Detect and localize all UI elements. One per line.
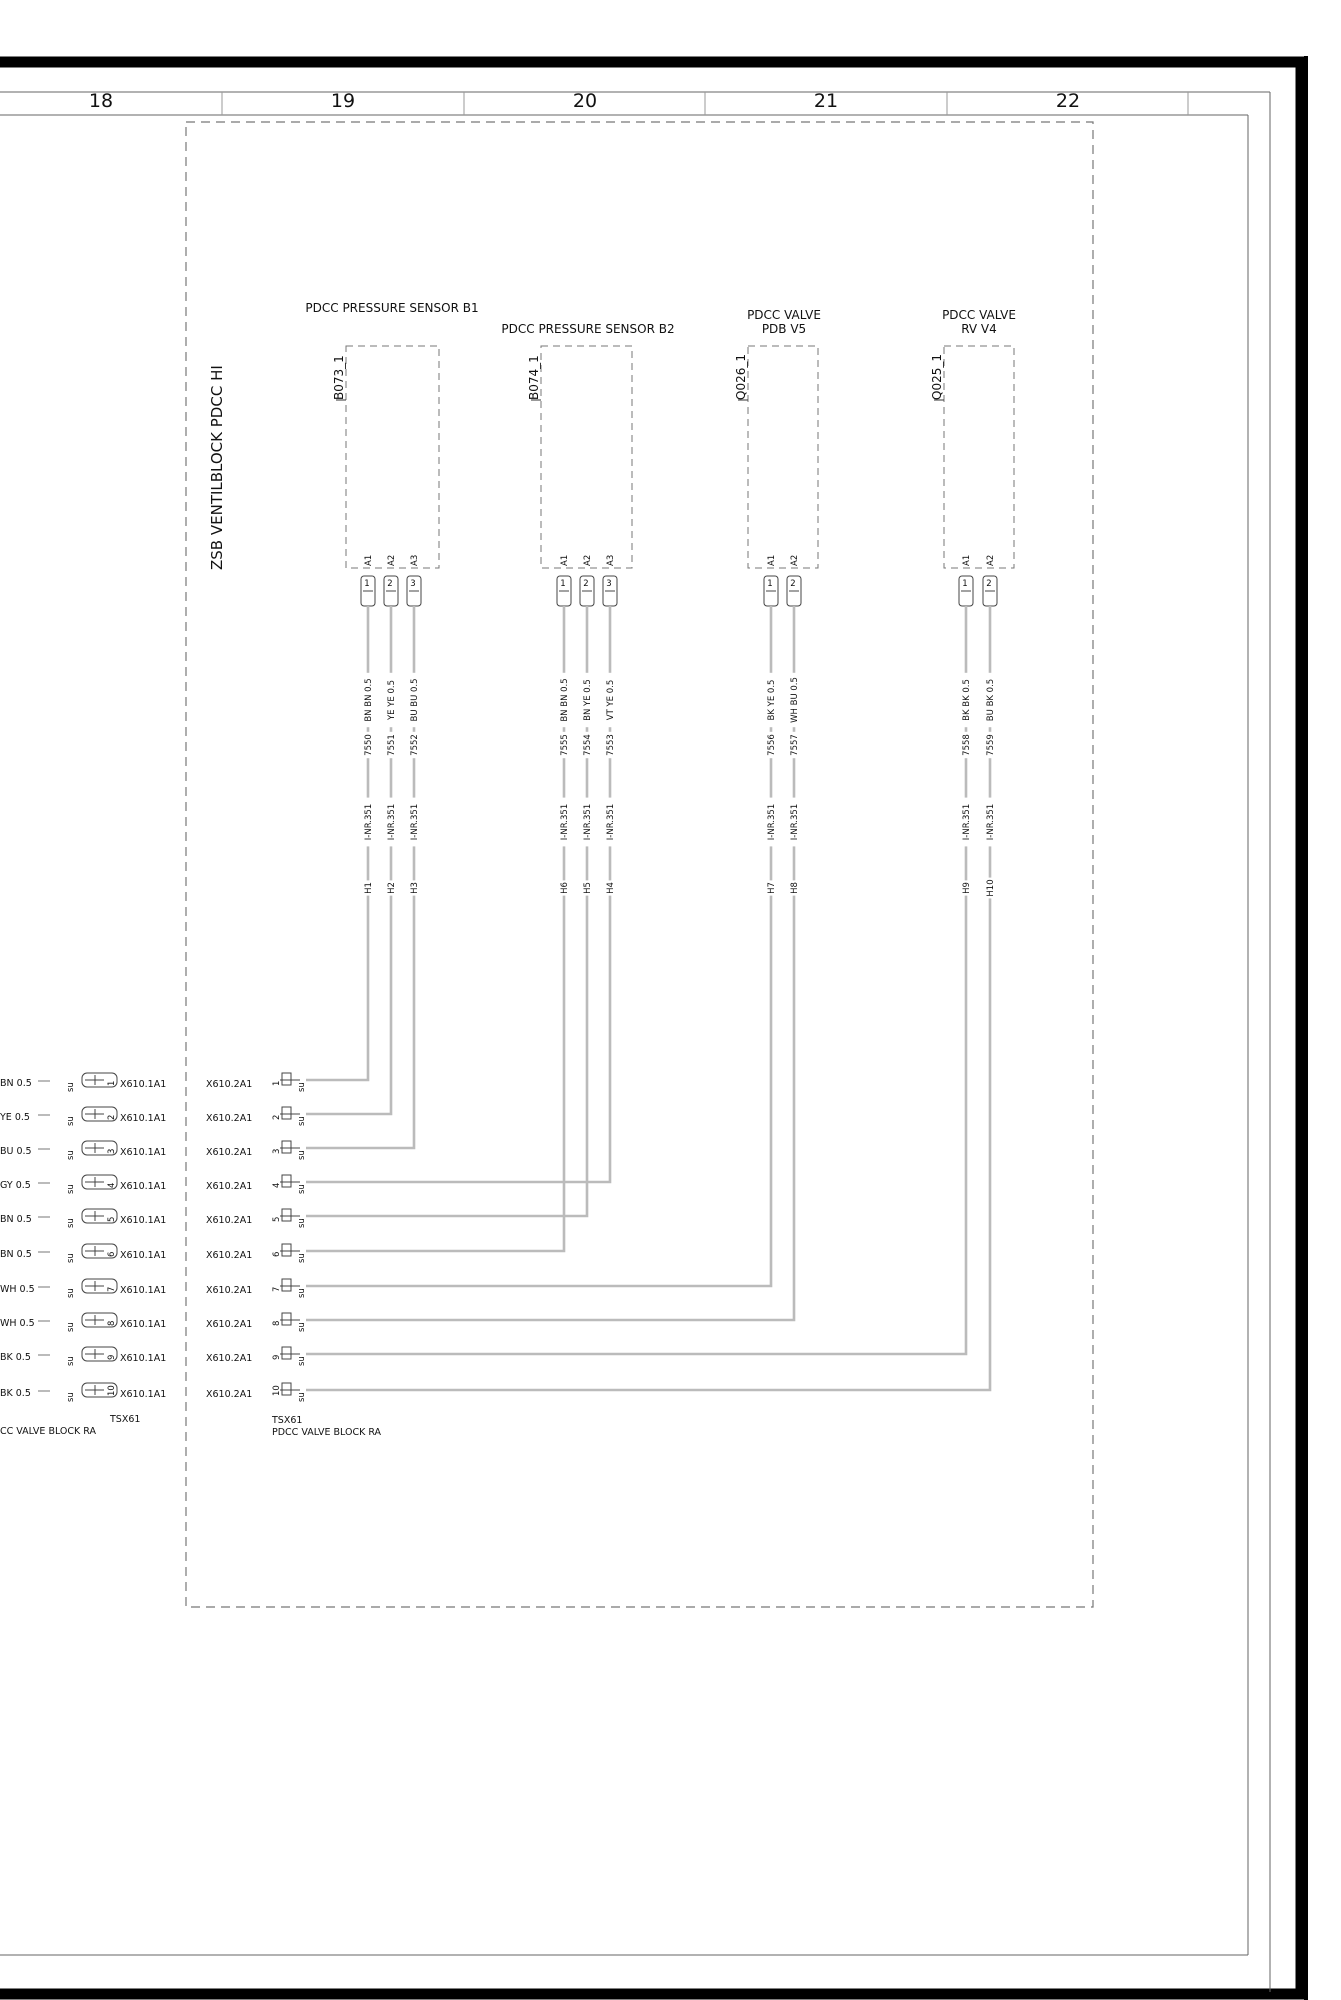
terminal-symbol bbox=[282, 1175, 291, 1187]
pin-code: su bbox=[66, 1392, 76, 1402]
wire-color-label: WH BU 0.5 bbox=[790, 677, 800, 723]
device-q025-1 bbox=[930, 308, 1016, 606]
wire-number-label: 7552 bbox=[410, 734, 420, 756]
device-id: Q025_1 bbox=[930, 354, 944, 400]
wires bbox=[306, 606, 996, 1390]
device-id: B073_1 bbox=[332, 355, 346, 400]
cable-label: I-NR.351 bbox=[364, 803, 374, 841]
wire-h6 bbox=[306, 606, 564, 1251]
connector-label: X610.2A1 bbox=[206, 1353, 253, 1364]
device-box bbox=[944, 346, 1014, 568]
pin-label: A1 bbox=[962, 554, 972, 566]
wire-color-label: YE YE 0.5 bbox=[387, 679, 397, 721]
cable-label: I-NR.351 bbox=[962, 803, 972, 841]
pin-code: su bbox=[66, 1356, 76, 1366]
contact-number: 1 bbox=[560, 579, 566, 589]
device-title: PDCC VALVE bbox=[942, 308, 1016, 322]
wire-ref-label: H1 bbox=[364, 882, 374, 894]
wire-ref-label: H6 bbox=[560, 882, 570, 894]
connector-label: X610.1A1 bbox=[120, 1113, 167, 1124]
connector-label: X610.1A1 bbox=[120, 1285, 167, 1296]
contact-number: 3 bbox=[606, 579, 612, 589]
connector-label: X610.2A1 bbox=[206, 1215, 253, 1226]
pin-number: 9 bbox=[272, 1354, 282, 1360]
wire-ref-label: H9 bbox=[962, 882, 972, 894]
connector-footer: TSX61 bbox=[272, 1415, 303, 1426]
wire-ref-label: H8 bbox=[790, 882, 800, 894]
pin-number: 7 bbox=[107, 1286, 117, 1292]
contact-number: 2 bbox=[387, 579, 393, 589]
pin-number: 10 bbox=[272, 1385, 282, 1396]
terminal-symbol bbox=[282, 1107, 291, 1119]
zone-label: 20 bbox=[572, 90, 598, 112]
wire-number-label: 7554 bbox=[583, 734, 593, 756]
zone-dividers bbox=[222, 92, 1188, 115]
zone-label: 22 bbox=[1055, 90, 1081, 112]
pin-number: 3 bbox=[107, 1148, 117, 1154]
pin-code: su bbox=[66, 1082, 76, 1092]
wire-number-label: 7553 bbox=[606, 734, 616, 756]
cable-label: I-NR.351 bbox=[387, 803, 397, 841]
left-wire-label: BN 0.5 bbox=[0, 1249, 32, 1260]
device-box bbox=[346, 346, 439, 568]
pin-number: 1 bbox=[107, 1080, 117, 1086]
pin-number: 8 bbox=[107, 1320, 117, 1326]
wire-ref-label: H7 bbox=[767, 882, 777, 894]
device-box bbox=[748, 346, 818, 568]
wire-number-label: 7555 bbox=[560, 734, 570, 756]
pin-label: A1 bbox=[364, 554, 374, 566]
pin-label: A3 bbox=[606, 554, 616, 566]
connector-label: X610.1A1 bbox=[120, 1319, 167, 1330]
device-box bbox=[541, 346, 632, 568]
wire-color-label: BN BN 0.5 bbox=[364, 678, 374, 722]
pin-number: 3 bbox=[272, 1148, 282, 1154]
pin-code: su bbox=[297, 1150, 307, 1160]
wire-h3 bbox=[306, 606, 414, 1148]
wire-h9 bbox=[306, 606, 966, 1354]
left-wire-label: WH 0.5 bbox=[0, 1318, 35, 1329]
pin-number: 6 bbox=[272, 1251, 282, 1257]
pin-code: su bbox=[66, 1150, 76, 1160]
wire-h2 bbox=[306, 606, 391, 1114]
pin-code: su bbox=[297, 1288, 307, 1298]
wire-h10 bbox=[306, 606, 990, 1390]
devices bbox=[305, 301, 1016, 606]
wire-ref-label: H5 bbox=[583, 882, 593, 894]
wire-color-label: BK YE 0.5 bbox=[767, 679, 777, 721]
wire-color-label: BU BU 0.5 bbox=[410, 678, 420, 722]
pin-number: 1 bbox=[272, 1080, 282, 1086]
connector-footer: TSX61 bbox=[110, 1414, 141, 1425]
contact-number: 1 bbox=[962, 579, 968, 589]
device-b074-1 bbox=[501, 322, 674, 606]
pin-label: A2 bbox=[387, 554, 397, 566]
pin-number: 8 bbox=[272, 1320, 282, 1326]
pin-code: su bbox=[66, 1116, 76, 1126]
pin-code: su bbox=[297, 1116, 307, 1126]
pin-number: 2 bbox=[107, 1114, 117, 1120]
pin-number: 5 bbox=[272, 1216, 282, 1222]
connector-label: X610.2A1 bbox=[206, 1389, 253, 1400]
wire-color-label: BN YE 0.5 bbox=[583, 679, 593, 721]
connector-label: X610.2A1 bbox=[206, 1181, 253, 1192]
pin-code: su bbox=[66, 1184, 76, 1194]
connector-label: X610.1A1 bbox=[120, 1215, 167, 1226]
device-q026-1 bbox=[734, 308, 821, 606]
wire-color-label: BU BK 0.5 bbox=[986, 678, 996, 722]
cable-label: I-NR.351 bbox=[560, 803, 570, 841]
pin-code: su bbox=[297, 1184, 307, 1194]
device-id: B074_1 bbox=[527, 355, 541, 400]
connector-label: X610.1A1 bbox=[120, 1389, 167, 1400]
wire-h8 bbox=[306, 606, 794, 1320]
connector-label: X610.1A1 bbox=[120, 1353, 167, 1364]
left-wire-label: WH 0.5 bbox=[0, 1284, 35, 1295]
pin-number: 5 bbox=[107, 1216, 117, 1222]
wire-number-label: 7558 bbox=[962, 734, 972, 756]
contact-number: 3 bbox=[410, 579, 416, 589]
connector-label: X610.1A1 bbox=[120, 1079, 167, 1090]
wire-number-label: 7551 bbox=[387, 734, 397, 756]
connector-label: X610.2A1 bbox=[206, 1250, 253, 1261]
device-title: PDCC PRESSURE SENSOR B2 bbox=[501, 322, 675, 336]
terminal-symbol bbox=[282, 1141, 291, 1153]
terminal-symbol bbox=[282, 1313, 291, 1325]
zone-label: 18 bbox=[88, 90, 114, 112]
cable-label: I-NR.351 bbox=[986, 803, 996, 841]
pin-code: su bbox=[297, 1253, 307, 1263]
contact-number: 2 bbox=[986, 579, 992, 589]
pin-code: su bbox=[66, 1253, 76, 1263]
pin-label: A2 bbox=[986, 554, 996, 566]
device-title: PDB V5 bbox=[761, 322, 807, 336]
wire-number-label: 7550 bbox=[364, 734, 374, 756]
cable-label: I-NR.351 bbox=[410, 803, 420, 841]
pin-code: su bbox=[297, 1392, 307, 1402]
wire-h1 bbox=[306, 606, 368, 1080]
pin-label: A1 bbox=[560, 554, 570, 566]
pin-code: su bbox=[66, 1218, 76, 1228]
device-title: PDCC VALVE bbox=[747, 308, 821, 322]
left-wire-label: BN 0.5 bbox=[0, 1078, 32, 1089]
pin-code: su bbox=[297, 1082, 307, 1092]
left-wire-label: YE 0.5 bbox=[0, 1112, 30, 1123]
connector-label: X610.2A1 bbox=[206, 1147, 253, 1158]
pin-label: A1 bbox=[767, 554, 777, 566]
terminal-symbol bbox=[282, 1383, 291, 1395]
left-connector-x610-1a1 bbox=[0, 1073, 166, 1437]
terminal-symbol bbox=[282, 1244, 291, 1256]
left-wire-label: BK 0.5 bbox=[0, 1388, 31, 1399]
pin-number: 7 bbox=[272, 1286, 282, 1292]
cable-label: I-NR.351 bbox=[790, 803, 800, 841]
wire-color-label: VT YE 0.5 bbox=[606, 679, 616, 721]
connector-label: X610.2A1 bbox=[206, 1285, 253, 1296]
cable-label: I-NR.351 bbox=[606, 803, 616, 841]
pin-number: 10 bbox=[107, 1385, 117, 1396]
pin-label: A2 bbox=[583, 554, 593, 566]
connector-label: X610.2A1 bbox=[206, 1113, 253, 1124]
wire-ref-label: H4 bbox=[606, 882, 616, 894]
assembly-boundary bbox=[186, 122, 1093, 1607]
contact-number: 1 bbox=[767, 579, 773, 589]
pin-label: A2 bbox=[790, 554, 800, 566]
pin-number: 9 bbox=[107, 1354, 117, 1360]
connector-footer: CC VALVE BLOCK RA bbox=[0, 1426, 96, 1437]
connector-label: X610.2A1 bbox=[206, 1079, 253, 1090]
left-wire-label: GY 0.5 bbox=[0, 1180, 31, 1191]
wire-number-label: 7556 bbox=[767, 734, 777, 756]
zone-labels bbox=[89, 90, 1080, 112]
connector-label: X610.2A1 bbox=[206, 1319, 253, 1330]
connector-footer: PDCC VALVE BLOCK RA bbox=[272, 1427, 382, 1438]
cable-label: I-NR.351 bbox=[767, 803, 777, 841]
device-id: Q026_1 bbox=[734, 354, 748, 400]
connector-label: X610.1A1 bbox=[120, 1181, 167, 1192]
assembly-title: ZSB VENTILBLOCK PDCC HI bbox=[208, 365, 226, 570]
device-title: RV V4 bbox=[961, 322, 997, 336]
terminal-symbol bbox=[282, 1073, 291, 1085]
terminal-symbol bbox=[282, 1209, 291, 1221]
wire-ref-label: H10 bbox=[986, 879, 996, 897]
wire-color-label: BK BK 0.5 bbox=[962, 679, 972, 721]
pin-number: 4 bbox=[107, 1182, 117, 1188]
left-wire-label: BU 0.5 bbox=[0, 1146, 32, 1157]
device-b073-1 bbox=[305, 301, 478, 606]
wire-number-label: 7557 bbox=[790, 734, 800, 756]
sheet-border bbox=[0, 62, 1301, 1994]
right-connector-x610-2a1 bbox=[206, 1073, 382, 1438]
contact-number: 2 bbox=[583, 579, 589, 589]
terminal-symbol bbox=[282, 1347, 291, 1359]
device-title: PDCC PRESSURE SENSOR B1 bbox=[305, 301, 479, 315]
zone-label: 21 bbox=[813, 90, 839, 112]
pin-code: su bbox=[297, 1356, 307, 1366]
pin-code: su bbox=[297, 1322, 307, 1332]
wire-color-label: BN BN 0.5 bbox=[560, 678, 570, 722]
left-wire-label: BN 0.5 bbox=[0, 1214, 32, 1225]
pin-code: su bbox=[66, 1288, 76, 1298]
pin-number: 6 bbox=[107, 1251, 117, 1257]
pin-label: A3 bbox=[410, 554, 420, 566]
pin-number: 4 bbox=[272, 1182, 282, 1188]
pin-code: su bbox=[297, 1218, 307, 1228]
wire-ref-label: H3 bbox=[410, 882, 420, 894]
pin-number: 2 bbox=[272, 1114, 282, 1120]
wire-h5 bbox=[306, 606, 587, 1216]
contact-number: 2 bbox=[790, 579, 796, 589]
terminal-symbol bbox=[282, 1279, 291, 1291]
pin-code: su bbox=[66, 1322, 76, 1332]
wire-h7 bbox=[306, 606, 771, 1286]
contact-number: 1 bbox=[364, 579, 370, 589]
connector-label: X610.1A1 bbox=[120, 1147, 167, 1158]
wire-number-label: 7559 bbox=[986, 734, 996, 756]
cable-label: I-NR.351 bbox=[583, 803, 593, 841]
left-wire-label: BK 0.5 bbox=[0, 1352, 31, 1363]
zone-label: 19 bbox=[330, 90, 356, 112]
connector-label: X610.1A1 bbox=[120, 1250, 167, 1261]
wire-ref-label: H2 bbox=[387, 882, 397, 894]
